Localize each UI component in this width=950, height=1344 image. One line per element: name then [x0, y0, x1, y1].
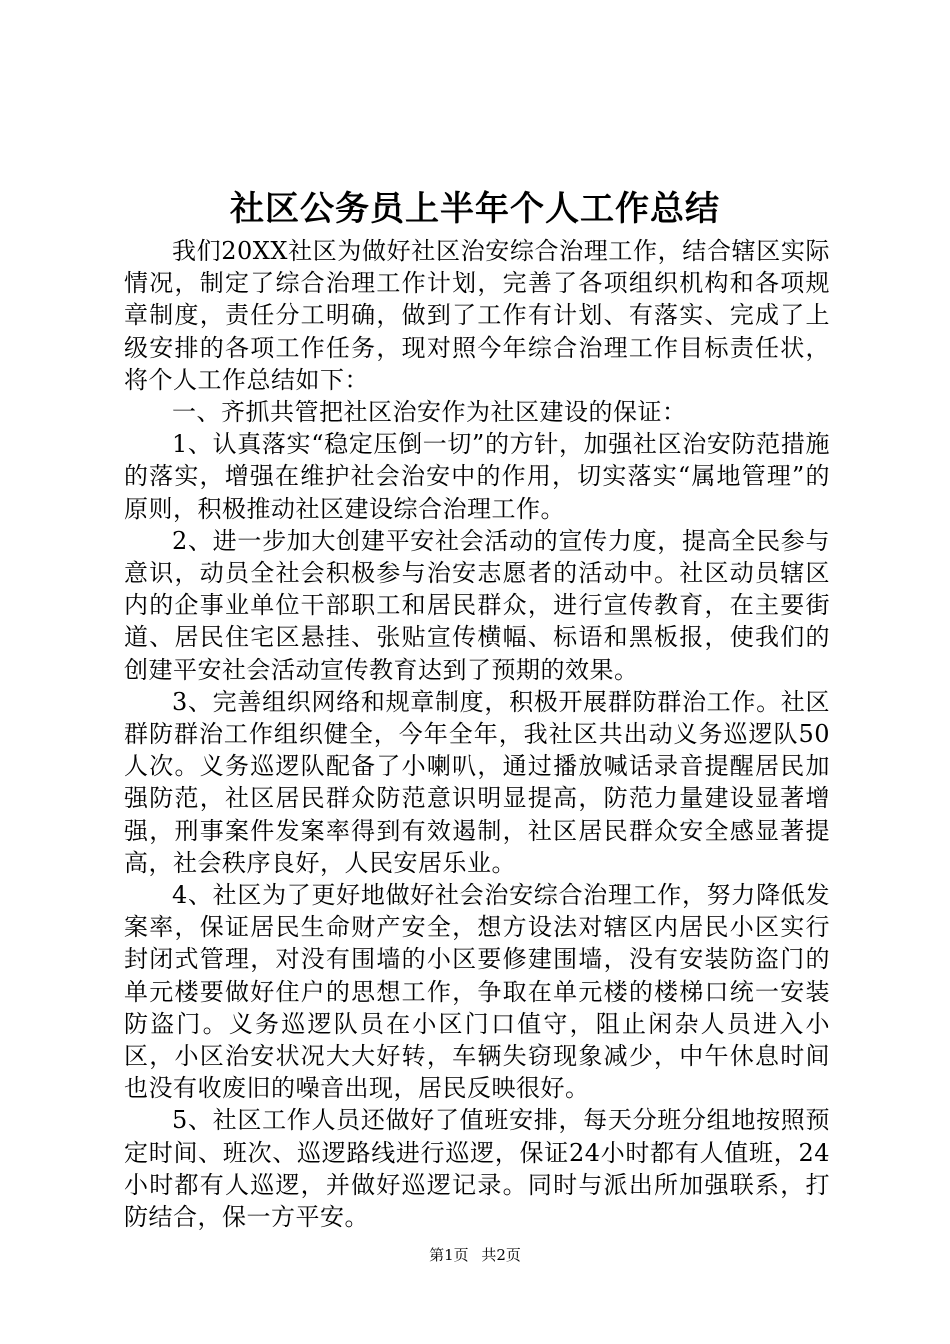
document-body [124, 235, 830, 1233]
page-number: 第1页 [429, 1246, 469, 1264]
page-total: 共2页 [481, 1246, 521, 1264]
paragraph-item-1: 1、认真落实“稳定压倒一切”的方针，加强社区治安防范措施的落实，增强在维护社会治安中的作用，切实落实“属地管理”的原则，积极推动社区建设综合治理工作。 [124, 430, 830, 523]
document-title: 社区公务员上半年个人工作总结 [230, 189, 720, 229]
paragraph-item-5: 5、社区工作人员还做好了值班安排，每天分班分组地按照预定时间、班次、巡逻路线进行巡逻，保证24小时都有人值班，24小时都有人巡逻，并做好巡逻记录。同时与派出所加强联系，打防结合，保一方平安。 [124, 1106, 830, 1232]
paragraph-item-4: 4、社区为了更好地做好社会治安综合治理工作，努力降低发案率，保证居民生命财产安全，想方设法对辖区内居民小区实行封闭式管理，对没有围墙的小区要修建围墙，没有安装防盗门的单元楼要做好住户的思想工作，争取在单元楼的楼梯口统一安装防盗门。义务巡逻队员在小区门口值守，阻止闲杂人员进入小区，小区治安状况大大好转，车辆失窃现象减少，中午休息时间也没有收废旧的噪音出现，居民反映很好。 [124, 881, 830, 1103]
paragraph-section-heading: 一、齐抓共管把社区治安作为社区建设的保证： [172, 398, 687, 427]
paragraph-intro: 我们20XX社区为做好社区治安综合治理工作，结合辖区实际情况，制定了综合治理工作计划，完善了各项组织机构和各项规章制度，责任分工明确，做到了工作有计划、有落实、完成了上级安排的各项工作任务，现对照今年综合治理工作目标责任状，将个人工作总结如下： [124, 237, 830, 394]
page-footer [0, 1245, 950, 1265]
paragraph-item-2: 2、进一步加大创建平安社会活动的宣传力度，提高全民参与意识，动员全社会积极参与治安志愿者的活动中。社区动员辖区内的企事业单位干部职工和居民群众，进行宣传教育，在主要街道、居民住宅区悬挂、张贴宣传横幅、标语和黑板报，使我们的创建平安社会活动宣传教育达到了预期的效果。 [124, 526, 830, 684]
paragraph-item-3: 3、完善组织网络和规章制度，积极开展群防群治工作。社区群防群治工作组织健全，今年全年，我社区共出动义务巡逻队50人次。义务巡逻队配备了小喇叭，通过播放喊话录音提醒居民加强防范，社区居民群众防范意识明显提高，防范力量建设显著增强，刑事案件发案率得到有效遏制，社区居民群众安全感显著提高，社会秩序良好，人民安居乐业。 [124, 687, 830, 877]
